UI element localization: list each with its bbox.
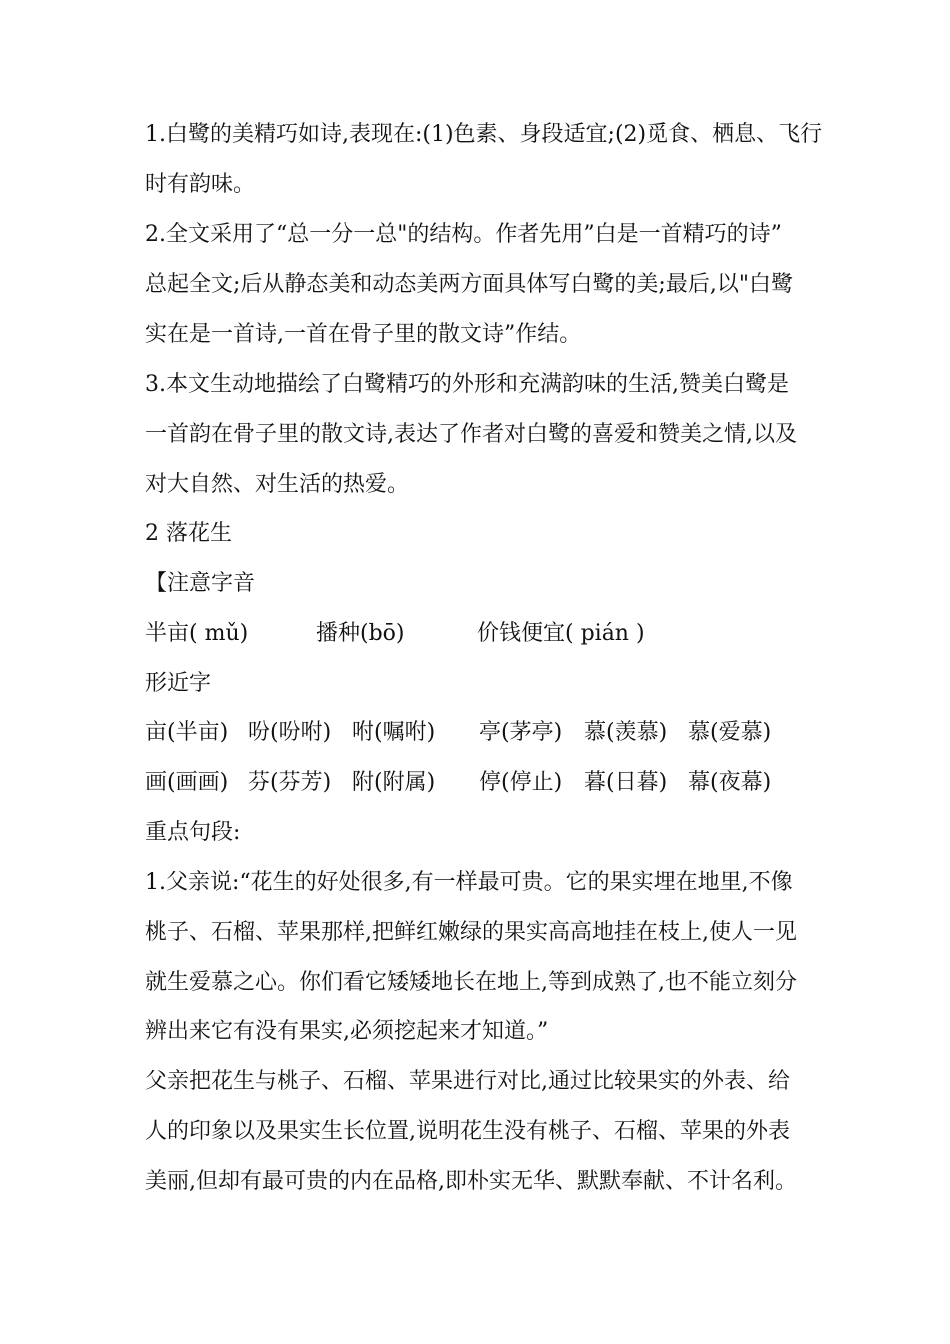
similar-char-item: 暮(日暮) [584, 770, 668, 795]
similar-chars-heading: 形近字 [145, 671, 212, 696]
paragraph-2-line-3: 实在是一首诗,一首在骨子里的散文诗”作结。 [145, 322, 582, 347]
paragraph-1-line-1: 1.白鹭的美精巧如诗,表现在:(1)色素、身段适宜;(2)觅食、栖息、飞行 [145, 122, 823, 147]
pronunciation-item: 价钱便宜( pián ) [477, 621, 645, 646]
paragraph-2-line-1: 2.全文采用了“总一分一总"的结构。作者先用”白是一首精巧的诗” [145, 222, 782, 247]
similar-char-item: 亩(半亩) [145, 720, 229, 745]
similar-char-item: 慕(爱慕) [688, 720, 772, 745]
similar-char-item: 慕(羡慕) [584, 720, 668, 745]
quote-line-1: 1.父亲说:“花生的好处很多,有一样最可贵。它的果实埋在地里,不像 [145, 870, 793, 895]
pronunciation-heading: 【注意字音 [145, 571, 256, 596]
key-sentences-heading: 重点句段: [145, 820, 241, 845]
similar-char-item: 画(画画) [145, 770, 229, 795]
similar-char-item: 咐(嘱咐) [352, 720, 436, 745]
analysis-line-2: 人的印象以及果实生长位置,说明花生没有桃子、石榴、苹果的外表 [145, 1119, 790, 1144]
paragraph-3-line-2: 一首韵在骨子里的散文诗,表达了作者对白鹭的喜爱和赞美之情,以及 [145, 422, 797, 447]
analysis-line-3: 美丽,但却有最可贵的内在品格,即朴实无华、默默奉献、不计名利。 [145, 1169, 797, 1194]
similar-char-item: 吩(吩咐) [248, 720, 332, 745]
quote-line-2: 桃子、石榴、苹果那样,把鲜红嫩绿的果实高高地挂在枝上,使人一见 [145, 920, 797, 945]
lesson-title: 2 落花生 [145, 521, 232, 546]
analysis-line-1: 父亲把花生与桃子、石榴、苹果进行对比,通过比较果实的外表、给 [145, 1069, 790, 1094]
similar-char-item: 停(停止) [479, 770, 563, 795]
paragraph-3-line-1: 3.本文生动地描绘了白鹭精巧的外形和充满韵味的生活,赞美白鹭是 [145, 372, 789, 397]
similar-char-item: 芬(芬芳) [248, 770, 332, 795]
similar-char-item: 幕(夜幕) [688, 770, 772, 795]
pronunciation-item: 播种(bō) [316, 621, 405, 646]
pronunciation-item: 半亩( mǔ) [145, 621, 249, 646]
paragraph-3-line-3: 对大自然、对生活的热爱。 [145, 472, 410, 497]
quote-line-3: 就生爱慕之心。你们看它矮矮地长在地上,等到成熟了,也不能立刻分 [145, 970, 797, 995]
quote-line-4: 辨出来它有没有果实,必须挖起来才知道。” [145, 1019, 549, 1044]
similar-char-item: 亭(茅亭) [479, 720, 563, 745]
paragraph-2-line-2: 总起全文;后从静态美和动态美两方面具体写白鹭的美;最后,以"白鹭 [145, 272, 793, 297]
similar-char-item: 附(附属) [352, 770, 436, 795]
paragraph-1-line-2: 时有韵味。 [145, 172, 256, 197]
